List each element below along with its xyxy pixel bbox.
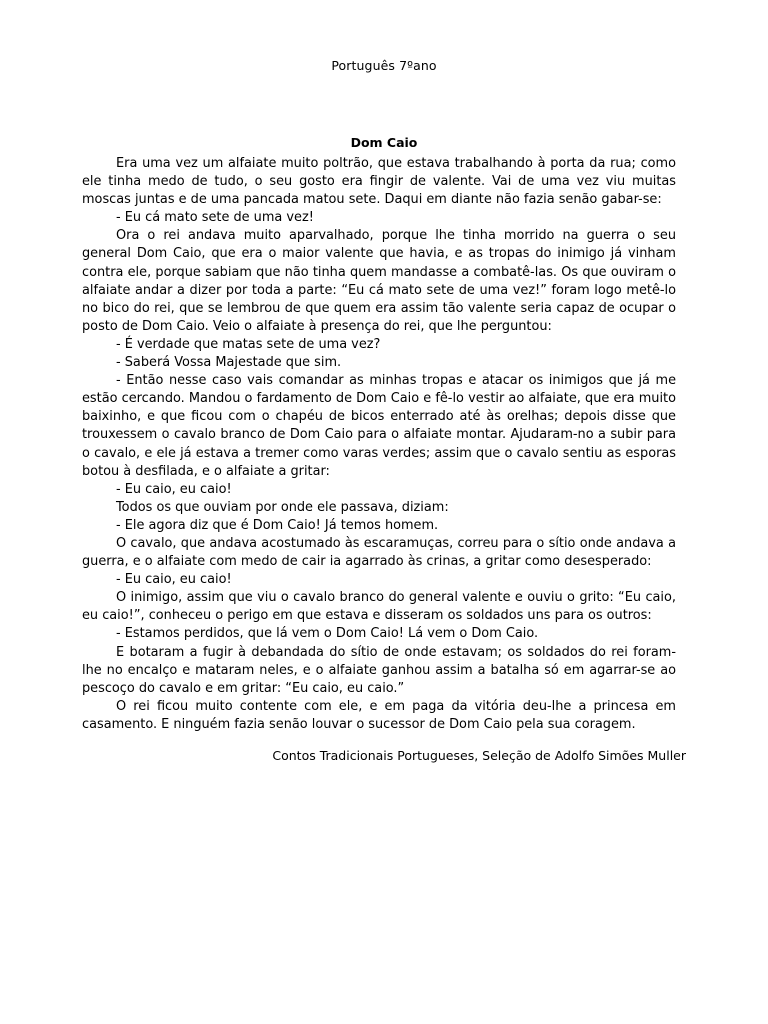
dialogue-line: - Eu caio, eu caio! — [116, 572, 232, 588]
dialogue-line: - Então nesse caso vais comandar as minhas tropas e atacar os inimigos que já me estão cercando. Mandou o fardamento de Dom Caio e fê-lo vestir ao alfaiate, que era muito baixinho, e que ficou com o chapéu de bicos enterrado até às orelhas; depois disse que trouxessem o cavalo branco de Dom Caio para o alfaiate montar. Ajudaram-no a subir para o cavalo, e ele já estava a tremer como varas verdes; assim que o cavalo sentiu as esporas botou à desfilada, e o alfaiate a gritar: — [82, 373, 676, 479]
story-paragraph: O inimigo, assim que viu o cavalo branco do general valente e ouviu o grito: “Eu caio, eu caio!”, conheceu o perigo em que estava e disseram os soldados uns para os outros: — [82, 590, 676, 624]
story-title: Dom Caio — [350, 135, 418, 150]
story-paragraph: E botaram a fugir à debandada do sítio de onde estavam; os soldados do rei foram-lhe no encalço e mataram neles, e o alfaiate ganhou assim a batalha só em agarrar-se ao pescoço do cavalo e em gritar: “Eu caio, eu caio.” — [82, 644, 676, 696]
dialogue-line: - É verdade que matas sete de uma vez? — [116, 336, 381, 352]
dialogue-line: - Eu caio, eu caio! — [116, 481, 232, 497]
story-paragraph: O cavalo, que andava acostumado às escaramuças, correu para o sítio onde andava a guerra, e o alfaiate com medo de cair ia agarrado às crinas, a gritar como desesperado: — [82, 535, 676, 570]
dialogue-line: - Saberá Vossa Majestade que sim. — [116, 355, 342, 371]
story-body — [82, 155, 676, 734]
dialogue-line: - Estamos perdidos, que lá vem o Dom Caio! Lá vem o Dom Caio. — [116, 626, 539, 642]
dialogue-line: - Eu cá mato sete de uma vez! — [116, 210, 314, 226]
story-paragraph: Ora o rei andava muito aparvalhado, porque lhe tinha morrido na guerra o seu general Dom Caio, que era o maior valente que havia, e as tropas do inimigo já vinham contra ele, porque sabiam que não tinha quem mandasse a combatê-las. Os que ouviram o alfaiate andar a dizer por toda a parte: “Eu cá mato sete de uma vez!” foram logo metê-lo no bico do rei, que se lembrou de que quem era assim tão valente seria capaz de ocupar o posto de Dom Caio. Veio o alfaiate à presença do rei, que lhe perguntou: — [82, 228, 676, 334]
story-paragraph: O rei ficou muito contente com ele, e em paga da vitória deu-lhe a princesa em casamento. E ninguém fazia senão louvar o sucessor de Dom Caio pela sua coragem. — [82, 698, 676, 732]
grade-header: Português 7ºano — [331, 58, 437, 73]
dialogue-line: - Ele agora diz que é Dom Caio! Já temos homem. — [116, 517, 439, 533]
story-paragraph: Todos os que ouviam por onde ele passava, diziam: — [116, 499, 449, 515]
story-paragraph: Era uma vez um alfaiate muito poltrão, que estava trabalhando à porta da rua; como ele tinha medo de tudo, o seu gosto era fingir de valente. Vai de uma vez viu muitas moscas juntas e de uma pancada matou sete. Daqui em diante não fazia senão gabar-se: — [82, 156, 676, 208]
source-attribution: Contos Tradicionais Portugueses, Seleção de Adolfo Simões Muller — [272, 748, 686, 763]
